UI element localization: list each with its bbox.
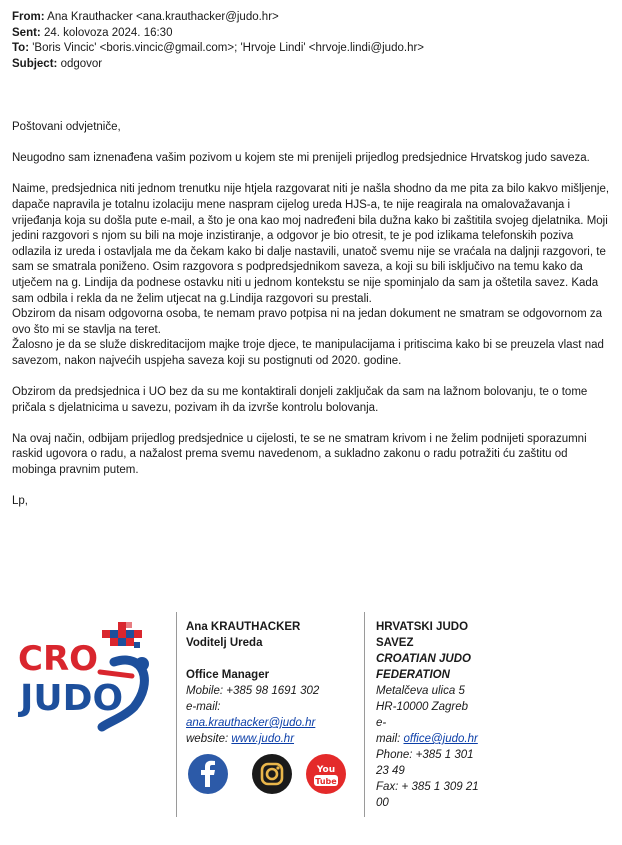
org-name-hr-2: SAVEZ (376, 637, 414, 649)
org-name-en-2: FEDERATION (376, 669, 450, 681)
org-email-label-1: e- (376, 717, 387, 729)
cro-judo-logo-graphic (14, 612, 164, 742)
paragraph-1: Neugodno sam iznenađena vašim pozivom u kojem ste mi prenijeli prijedlog predsjednice Hrvatskog judo saveza. (12, 152, 590, 165)
svg-text:You: You (316, 765, 336, 775)
to-row: To: 'Boris Vincic' <boris.vincic@gmail.com>; 'Hrvoje Lindi' <hrvoje.lindi@judo.hr> (12, 42, 425, 55)
paragraph-4: Žalosno je da se služe diskreditacijom majke troje djece, te manipulacijama i pritiscima kako bi se preuzela vlast nad savezom, nakon najvećih uspjeha saveza koji su postignuti od 2020. godine. (12, 339, 604, 367)
paragraph-2: Naime, predsjednica niti jednom trenutku nije htjela razgovarat niti je našla shodno da me pita za bilo kakvo mišljenje, dapače napravila je totalnu izolaciju mene naspram cijelog ureda HJS-a, te nije reagirala na omalovažavanja i vrijeđanja koja su došla pute e-mail, a što je ona kao moj nadređeni bila dužna kako bi zaštitila svojeg djelatnika. Moji jedini razgovori s njom su bili na moje inzistiranje, a odgovor je bio otresit, te je pod izlikama telefonskih poziva odlazila iz ureda i ostavljala me da čekam kako bi dalje nastavili, unatoč svemu nije se vraćala na daljnji razgovori, te sam se smatrala poniženo. Osim razgovora s podpredsjednikom saveza, a koji su bili isključivo na temu kako da utječem na g. Lindija da podnese ostavku niti u jednom kontekstu se nije spominjalo da sam ja oštetila savez. Kada sam odbila i rekla da ne želim utjecat na g.Lindija razgovori su prestali. (12, 183, 610, 305)
signature-website-link[interactable]: www.judo.hr (231, 733, 295, 745)
paragraph-3: Obzirom da nisam odgovorna osoba, te nemam pravo potpisa ni na jedan dokument ne smatram se odgovornom za ovo što mi se stavlja na teret. (12, 308, 603, 336)
sent-row: Sent: 24. kolovoza 2024. 16:30 (12, 26, 173, 39)
from-value[interactable]: Ana Krauthacker <ana.krauthacker@judo.hr> (47, 11, 279, 23)
email-header (12, 10, 612, 72)
org-address-1: Metalčeva ulica 5 (376, 685, 465, 697)
org-name-hr-1: HRVATSKI JUDO (376, 621, 469, 633)
signature-title-en: Office Manager (186, 669, 270, 681)
paragraph-6: Na ovaj način, odbijam prijedlog predsjednice u cijelosti, te se ne smatram krivom i ne želim podnijeti sporazumni raskid ugovora o radu, a nažalost prema svemu navedenom, a sukladno zakonu o radu potražiti ću zaštitu od mobinga pravnim putem. (12, 432, 587, 477)
signature-divider-1 (176, 612, 177, 817)
signature-email-label: e-mail: (186, 701, 221, 713)
cro-judo-logo (14, 612, 164, 742)
org-phone-2: 23 49 (376, 765, 405, 777)
signature-title-hr: Voditelj Ureda (186, 637, 263, 649)
signature-organization (376, 619, 504, 811)
facebook-icon[interactable] (188, 754, 228, 794)
subject-row: Subject: odgovor (12, 57, 103, 70)
sent-value: 24. kolovoza 2024. 16:30 (43, 26, 173, 39)
signature-website-label: website: (186, 733, 229, 745)
signature-name: Ana KRAUTHACKER (186, 621, 301, 633)
email-body (12, 120, 612, 510)
instagram-icon[interactable] (252, 754, 292, 794)
from-row: From: Ana Krauthacker <ana.krauthacker@judo.hr> (12, 11, 279, 23)
org-address-2: HR-10000 Zagreb (376, 701, 469, 713)
subject-value: odgovor (60, 57, 103, 70)
org-fax-2: 00 (376, 797, 389, 809)
svg-text:Tube: Tube (315, 777, 337, 786)
youtube-icon[interactable] (306, 754, 346, 794)
greeting: Poštovani odvjetniče, (12, 121, 121, 133)
closing: Lp, (12, 495, 28, 508)
org-phone-1: Phone: +385 1 301 (376, 749, 474, 761)
signature-person (186, 619, 356, 747)
to-value[interactable]: 'Boris Vincic' <boris.vincic@gmail.com>; 'Hrvoje Lindi' <hrvoje.lindi@judo.hr> (32, 42, 425, 55)
org-email-link[interactable]: office@judo.hr (403, 733, 478, 745)
signature-mobile: Mobile: +385 98 1691 302 (186, 685, 320, 697)
signature-email-link[interactable]: ana.krauthacker@judo.hr (186, 717, 316, 729)
org-name-en-1: CROATIAN JUDO (376, 653, 471, 665)
logo-text-judo: JUDO (20, 678, 124, 719)
org-email-label-2: mail: (376, 733, 401, 745)
paragraph-5: Obzirom da predsjednica i UO bez da su me kontaktirali donjeli zaključak da sam na lažnom bolovanju, te o tome pričala s djelatnicima u savezu, pozivam ih da izvrše kontrolu bolovanja. (12, 386, 588, 414)
org-fax-1: Fax: + 385 1 309 21 (376, 781, 479, 793)
logo-text-cro: CRO (18, 639, 99, 679)
signature-divider-2 (364, 612, 365, 817)
